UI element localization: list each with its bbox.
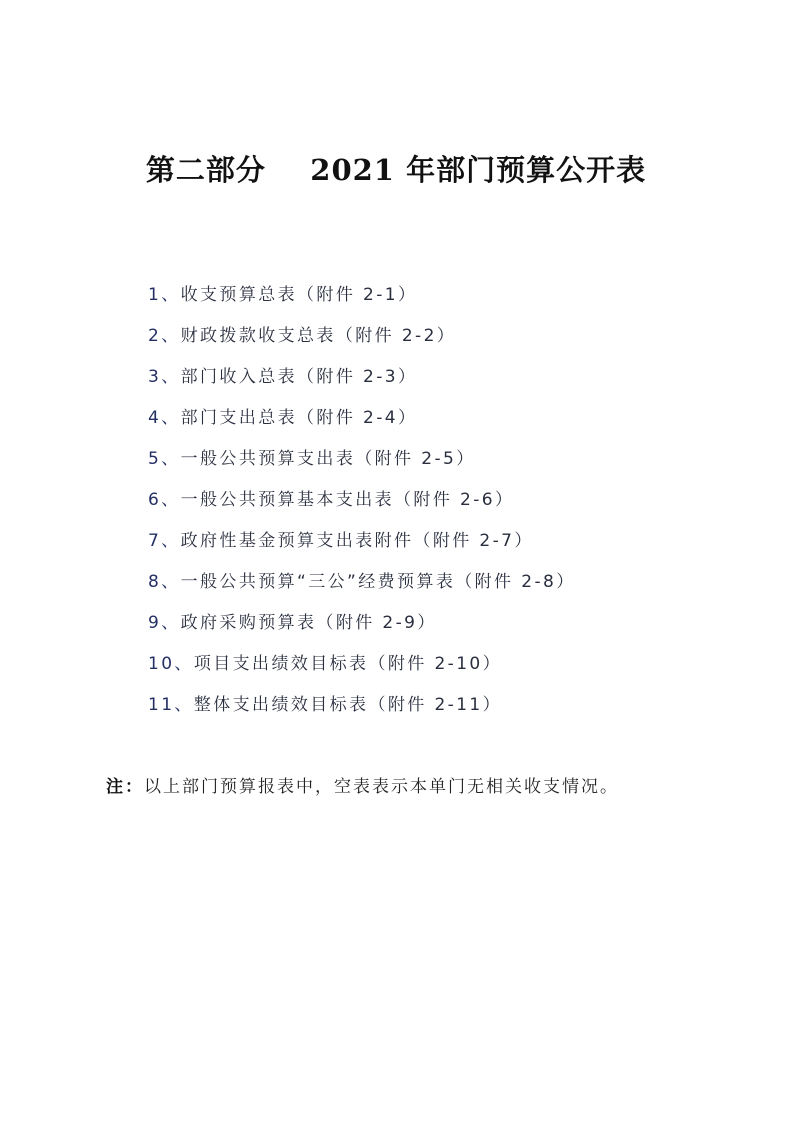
footnote-text: 以上部门预算报表中，空表表示本单门无相关收支情况。	[144, 777, 619, 797]
list-item-number: 1、	[148, 285, 181, 305]
list-item-number: 8、	[148, 572, 181, 592]
list-item-text: 项目支出绩效目标表（附件 2-10）	[193, 654, 503, 674]
attachment-list	[148, 282, 576, 733]
list-item-number: 9、	[148, 613, 181, 633]
list-item-number: 6、	[148, 490, 181, 510]
list-item	[148, 569, 576, 610]
list-item	[148, 405, 576, 446]
list-item	[148, 446, 576, 487]
list-item	[148, 528, 576, 569]
list-item	[148, 323, 576, 364]
list-item-number: 7、	[148, 531, 181, 551]
list-item-number: 11、	[148, 695, 194, 715]
list-item-text: 政府采购预算表（附件 2-9）	[180, 613, 437, 633]
list-item-text: 政府性基金预算支出表附件（附件 2-7）	[180, 531, 534, 551]
list-item-text: 部门收入总表（附件 2-3）	[180, 367, 418, 387]
footnote	[106, 772, 619, 797]
footnote-label: 注：	[106, 777, 144, 797]
list-item-number: 10、	[148, 654, 194, 674]
list-item-number: 3、	[148, 367, 181, 387]
list-item-number: 4、	[148, 408, 181, 428]
list-item-text: 部门支出总表（附件 2-4）	[180, 408, 418, 428]
list-item-number: 5、	[148, 449, 181, 469]
list-item	[148, 692, 576, 733]
list-item	[148, 610, 576, 651]
list-item	[148, 651, 576, 692]
list-item-text: 一般公共预算支出表（附件 2-5）	[180, 449, 476, 469]
list-item-text: 整体支出绩效目标表（附件 2-11）	[193, 695, 503, 715]
list-item	[148, 364, 576, 405]
list-item	[148, 282, 576, 323]
list-item-text: 财政拨款收支总表（附件 2-2）	[180, 326, 457, 346]
page-title: 第二部分 2021 年部门预算公开表	[145, 153, 647, 187]
list-item-text: 一般公共预算基本支出表（附件 2-6）	[180, 490, 515, 510]
list-item-text: 收支预算总表（附件 2-1）	[180, 285, 418, 305]
list-item-text: 一般公共预算“三公”经费预算表（附件 2-8）	[180, 572, 576, 592]
list-item	[148, 487, 576, 528]
list-item-number: 2、	[148, 326, 181, 346]
